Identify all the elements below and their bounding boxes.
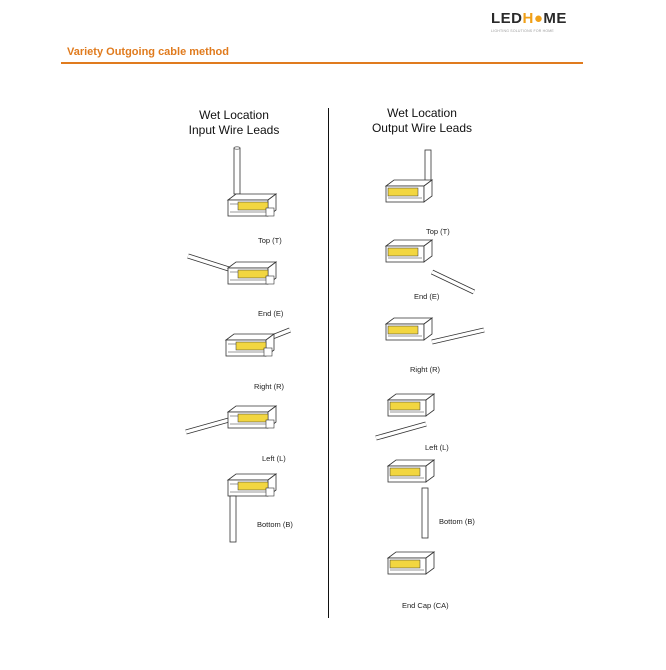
fixture-input-top bbox=[228, 147, 276, 216]
label-output-end: End (E) bbox=[414, 292, 440, 301]
fixture-output-bottom bbox=[388, 460, 434, 538]
fixture-input-bottom bbox=[228, 474, 276, 542]
fixture-output-end bbox=[386, 240, 474, 292]
section-title: Variety Outgoing cable method bbox=[67, 46, 229, 58]
fixture-input-right bbox=[226, 330, 290, 356]
logo-wordmark: LEDH●ME bbox=[491, 10, 567, 27]
fixture-output-right bbox=[386, 318, 484, 342]
right-column-heading: Wet Location Output Wire Leads bbox=[371, 106, 473, 135]
label-output-endcap: End Cap (CA) bbox=[402, 601, 449, 610]
fixture-output-endcap bbox=[388, 552, 434, 574]
fixture-input-end bbox=[188, 256, 276, 284]
label-output-top: Top (T) bbox=[426, 227, 450, 236]
label-input-top: Top (T) bbox=[258, 236, 282, 245]
label-output-left: Left (L) bbox=[425, 443, 449, 452]
label-input-end: End (E) bbox=[258, 309, 284, 318]
label-input-right: Right (R) bbox=[254, 382, 285, 391]
logo-tagline: LIGHTING SOLUTIONS FOR HOME bbox=[491, 29, 554, 33]
label-output-right: Right (R) bbox=[410, 365, 441, 374]
label-input-left: Left (L) bbox=[262, 454, 286, 463]
fixture-output-left bbox=[376, 394, 434, 438]
left-column-heading: Wet Location Input Wire Leads bbox=[188, 108, 280, 137]
fixture-input-left bbox=[186, 406, 276, 432]
label-input-bottom: Bottom (B) bbox=[257, 520, 293, 529]
label-output-bottom: Bottom (B) bbox=[439, 517, 475, 526]
fixture-output-top bbox=[386, 150, 432, 202]
